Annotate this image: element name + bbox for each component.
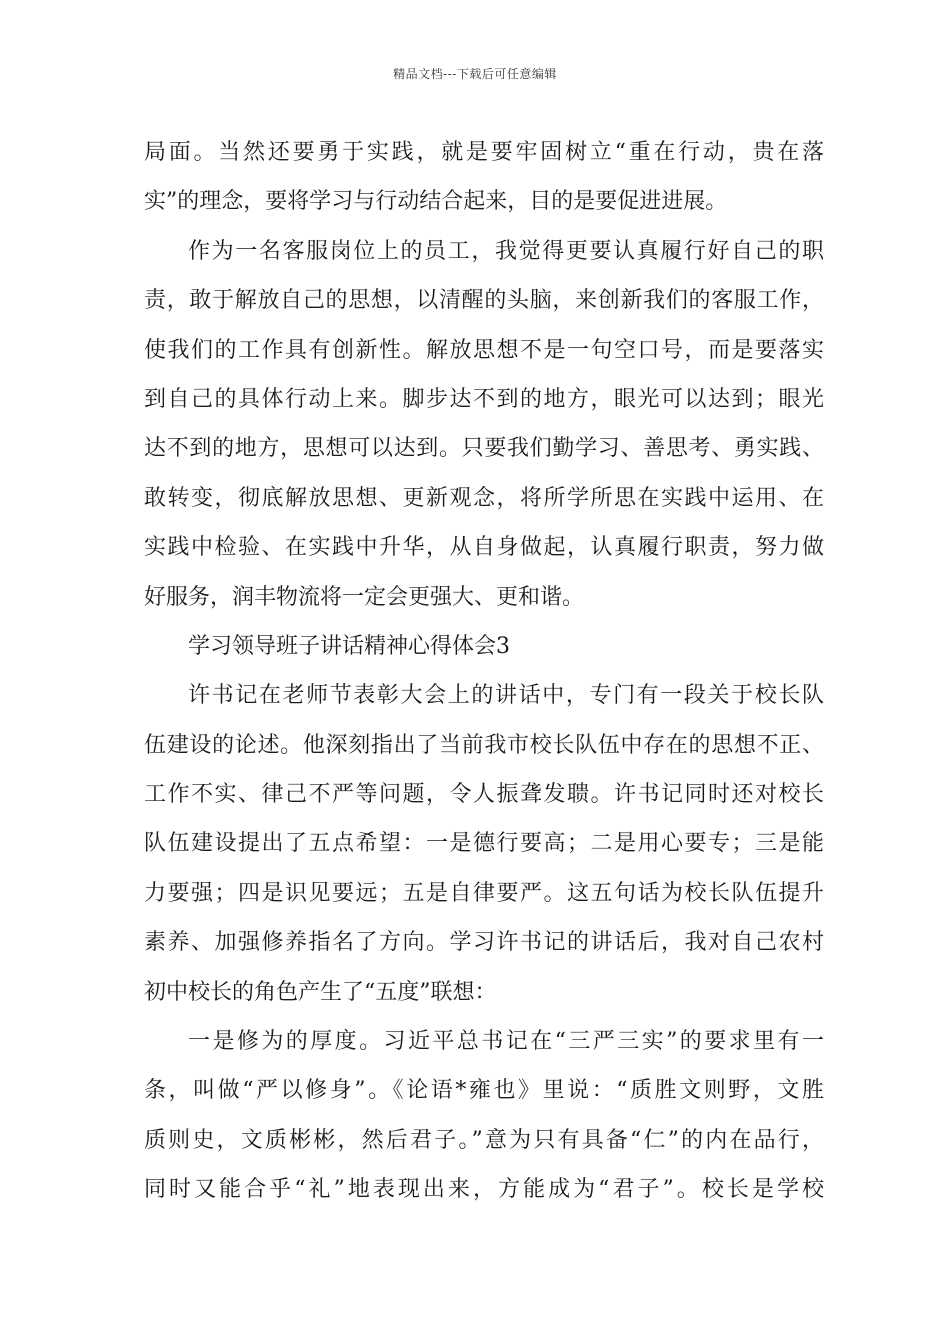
text-line: 力要强；四是识见要远；五是自律要严。这五句话为校长队伍提升: [144, 880, 824, 906]
text-line: 质则史，文质彬彬，然后君子。”意为只有具备“仁”的内在品行，: [144, 1127, 824, 1153]
text-line: 初中校长的角色产生了“五度”联想：: [144, 979, 497, 1005]
text-line: 敢转变，彻底解放思想、更新观念，将所学所思在实践中运用、在: [144, 485, 824, 511]
text-line: 到自己的具体行动上来。脚步达不到的地方，眼光可以达到；眼光: [144, 386, 824, 412]
text-line: 作为一名客服岗位上的员工，我觉得更要认真履行好自己的职: [188, 238, 824, 264]
text-line: 好服务，润丰物流将一定会更强大、更和谐。: [144, 584, 585, 610]
text-line: 伍建设的论述。他深刻指出了当前我市校长队伍中存在的思想不正、: [144, 732, 824, 758]
text-line: 一是修为的厚度。习近平总书记在“三严三实”的要求里有一: [188, 1029, 824, 1055]
text-line: 工作不实、律己不严等问题，令人振聋发聩。许书记同时还对校长: [144, 782, 824, 808]
page-header: 精品文档---下载后可任意编辑: [393, 67, 557, 81]
text-line: 使我们的工作具有创新性。解放思想不是一句空口号，而是要落实: [144, 337, 824, 363]
text-line: 责，敢于解放自己的思想，以清醒的头脑，来创新我们的客服工作，: [144, 288, 824, 314]
text-line: 许书记在老师节表彰大会上的讲话中，专门有一段关于校长队: [188, 683, 824, 709]
document-body: [144, 128, 824, 1215]
text-line: 达不到的地方，思想可以达到。只要我们勤学习、善思考、勇实践、: [144, 436, 824, 462]
text-line: 实”的理念，要将学习与行动结合起来，目的是要促进进展。: [144, 189, 728, 215]
text-line: 实践中检验、在实践中升华，从自身做起，认真履行职责，努力做: [144, 535, 824, 561]
text-line: 素养、加强修养指名了方向。学习许书记的讲话后，我对自己农村: [144, 930, 824, 956]
section-title: 学习领导班子讲话精神心得体会3: [188, 633, 510, 659]
text-line: 局面。当然还要勇于实践，就是要牢固树立“重在行动，贵在落: [144, 140, 824, 165]
text-line: 条，叫做“严以修身”。《论语*雍也》里说：“质胜文则野，文胜: [144, 1078, 824, 1104]
text-line: 同时又能合乎“礼”地表现出来，方能成为“君子”。校长是学校: [144, 1177, 824, 1203]
text-line: 队伍建设提出了五点希望：一是德行要高；二是用心要专；三是能: [144, 831, 824, 857]
